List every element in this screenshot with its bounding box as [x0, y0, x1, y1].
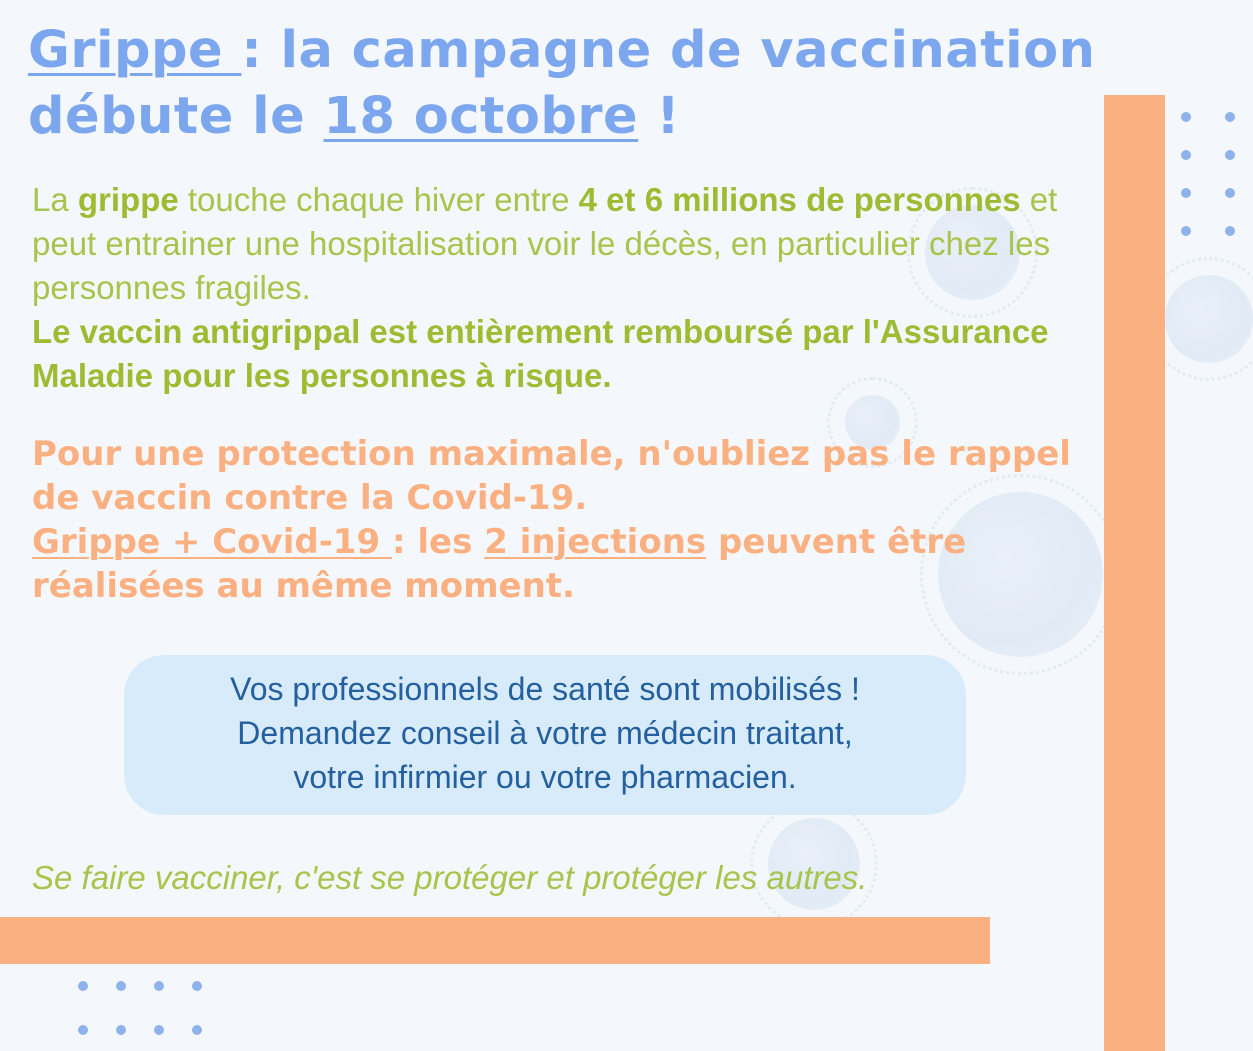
dot	[78, 981, 88, 991]
dot	[192, 1025, 202, 1035]
dot	[1225, 188, 1235, 198]
callout-line2: Demandez conseil à votre médecin traitant,	[237, 715, 853, 751]
dot	[192, 981, 202, 991]
callout-box	[124, 655, 966, 815]
intro-text: La	[32, 181, 78, 218]
intro-text: et peut entrainer une hospitalisation voir le décès, en particulier chez les personnes fragiles.	[32, 181, 1058, 306]
dot	[1225, 112, 1235, 122]
covid-underline-injections: 2 injections	[484, 522, 707, 562]
tagline: Se faire vacciner, c'est se protéger et protéger les autres.	[32, 859, 868, 896]
dot	[78, 1025, 88, 1035]
callout-line3: votre infirmier ou votre pharmacien.	[293, 759, 797, 795]
covid-paragraph	[32, 432, 1092, 608]
covid-text: peuvent être réalisées au même moment.	[32, 522, 967, 606]
intro-bold-grippe: grippe	[77, 181, 179, 218]
callout-line1: Vos professionnels de santé sont mobilisés !	[230, 671, 860, 707]
dot	[116, 1025, 126, 1035]
intro-paragraph	[32, 178, 1092, 398]
dot	[116, 981, 126, 991]
dot-pattern-bottom-left	[78, 981, 202, 1035]
dot	[1181, 188, 1191, 198]
title-exclamation: !	[638, 87, 681, 146]
intro-text: touche chaque hiver entre	[178, 181, 579, 218]
covid-line1: Pour une protection maximale, n'oubliez pas le rappel de vaccin contre la Covid-19.	[32, 434, 1071, 518]
orange-vertical-bar	[1104, 95, 1165, 1051]
dot	[1225, 150, 1235, 160]
page-title	[28, 18, 1208, 150]
covid-text: : les	[391, 522, 485, 562]
dot	[154, 1025, 164, 1035]
virus-illustration	[1165, 275, 1253, 363]
orange-horizontal-bar	[0, 917, 990, 964]
intro-bold-remboursement: Le vaccin antigrippal est entièrement remboursé par l'Assurance Maladie pour les personnes à risque.	[32, 313, 1049, 394]
intro-bold-millions: 4 et 6 millions de personnes	[578, 181, 1021, 218]
title-date: 18 octobre	[323, 87, 639, 146]
title-grippe: Grippe	[28, 21, 242, 80]
dot	[1181, 150, 1191, 160]
dot	[1181, 226, 1191, 236]
dot	[154, 981, 164, 991]
dot	[1225, 226, 1235, 236]
covid-underline-grippe-covid: Grippe + Covid-19	[32, 522, 392, 562]
title-text: : la campagne de vaccination débute le	[28, 21, 1096, 146]
